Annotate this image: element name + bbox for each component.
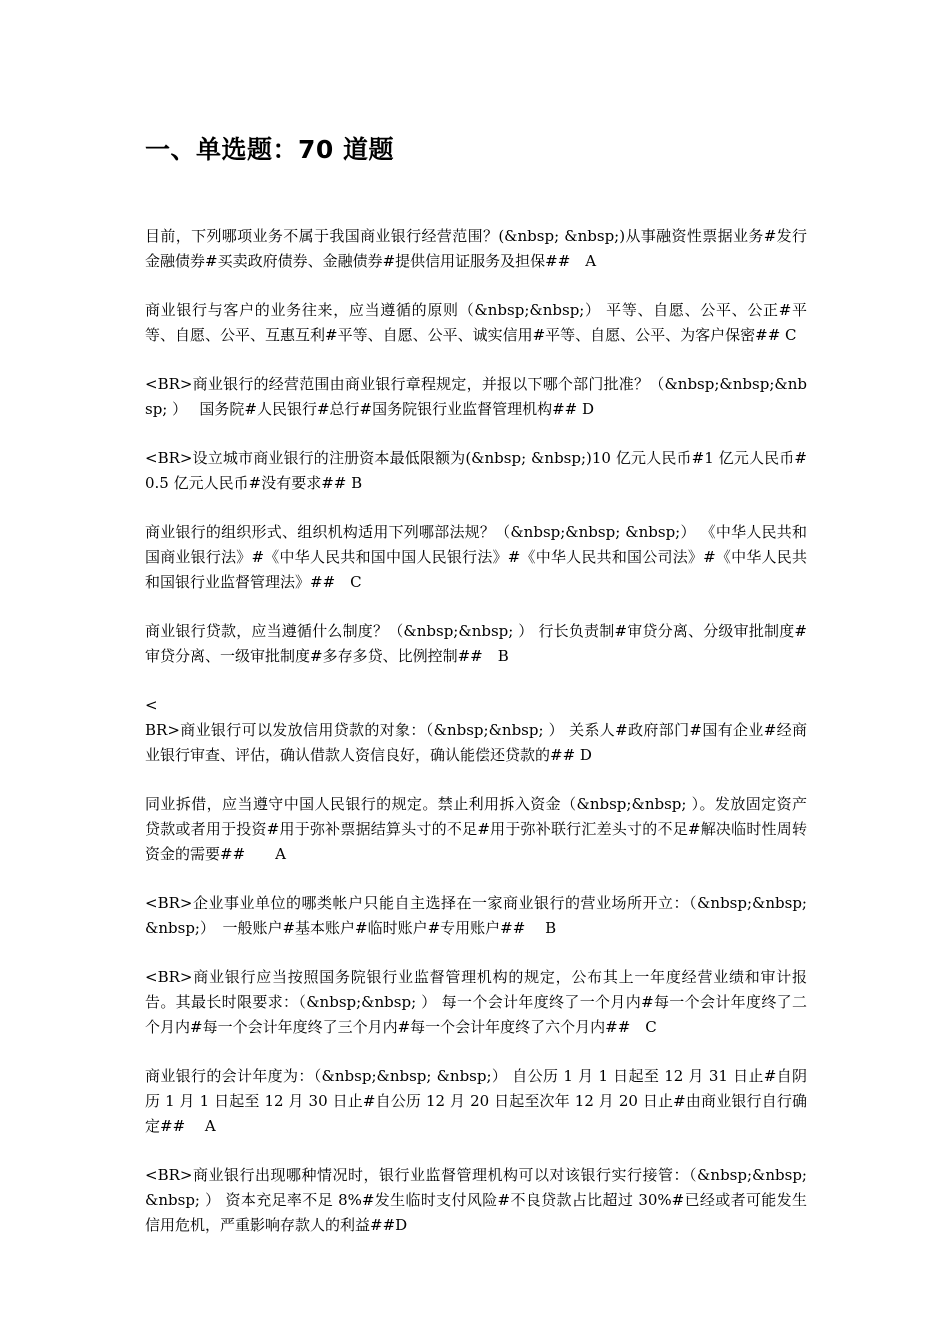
question-item [145,693,807,768]
question-text: BR>商业银行可以发放信用贷款的对象：（&nbsp;&nbsp; ） 关系人#政府部门#国有企业#经商业银行审查、评估，确认借款人资信良好，确认能偿还贷款的## D [145,721,807,764]
question-item: <BR>商业银行出现哪种情况时，银行业监督管理机构可以对该银行实行接管：（&nbsp;&nbsp; &nbsp; ） 资本充足率不足 8%#发生临时支付风险#不良贷款占比超过 30%#已经或者可能发生信用危机，严重影响存款人的利益##D [145,1166,807,1234]
question-item: <BR>设立城市商业银行的注册资本最低限额为(&nbsp; &nbsp;)10 亿元人民币#1 亿元人民币#0.5 亿元人民币#没有要求## B [145,449,807,492]
question-item: <BR>商业银行的经营范围由商业银行章程规定，并报以下哪个部门批准？（&nbsp;&nbsp;&nbsp; ） 国务院#人民银行#总行#国务院银行业监督管理机构## D [145,375,807,418]
question-item: 商业银行的会计年度为：（&nbsp;&nbsp; &nbsp;） 自公历 1 月 1 日起至 12 月 31 日止#自阴历 1 月 1 日起至 12 月 30 日止#自公历 12 月 20 日起至次年 12 月 20 日止#由商业银行自行确定## A [145,1067,807,1135]
question-item: <BR>企业事业单位的哪类帐户只能自主选择在一家商业银行的营业场所开立：（&nbsp;&nbsp; &nbsp;） 一般账户#基本账户#临时账户#专用账户## B [145,894,807,937]
section-heading: 一、单选题：70 道题 [145,135,394,164]
question-list [145,224,807,1262]
question-item: 商业银行的组织形式、组织机构适用下列哪部法规？（&nbsp;&nbsp; &nbsp;） 《中华人民共和国商业银行法》#《中华人民共和国中国人民银行法》#《中华人民共和国公司法》#《中华人民共和国银行业监督管理法》## C [145,523,807,591]
question-item: 目前，下列哪项业务不属于我国商业银行经营范围？(&nbsp; &nbsp;)从事融资性票据业务#发行金融债券#买卖政府债券、金融债券#提供信用证服务及担保## A [145,227,807,270]
question-item: 同业拆借，应当遵守中国人民银行的规定。禁止利用拆入资金（&nbsp;&nbsp; ）。发放固定资产贷款或者用于投资#用于弥补票据结算头寸的不足#用于弥补联行汇差头寸的不足#解决临时性周转资金的需要## A [145,795,807,863]
question-item: 商业银行贷款，应当遵循什么制度？（&nbsp;&nbsp; ） 行长负责制#审贷分离、分级审批制度#审贷分离、一级审批制度#多存多贷、比例控制## B [145,622,807,665]
stray-bracket: < [145,696,158,714]
question-item: <BR>商业银行应当按照国务院银行业监督管理机构的规定，公布其上一年度经营业绩和审计报告。其最长时限要求：（&nbsp;&nbsp; ） 每一个会计年度终了一个月内#每一个会计年度终了二个月内#每一个会计年度终了三个月内#每一个会计年度终了六个月内## C [145,968,807,1036]
question-item: 商业银行与客户的业务往来，应当遵循的原则（&nbsp;&nbsp;） 平等、自愿、公平、公正#平等、自愿、公平、互惠互利#平等、自愿、公平、诚实信用#平等、自愿、公平、为客户保密## C [145,301,807,344]
